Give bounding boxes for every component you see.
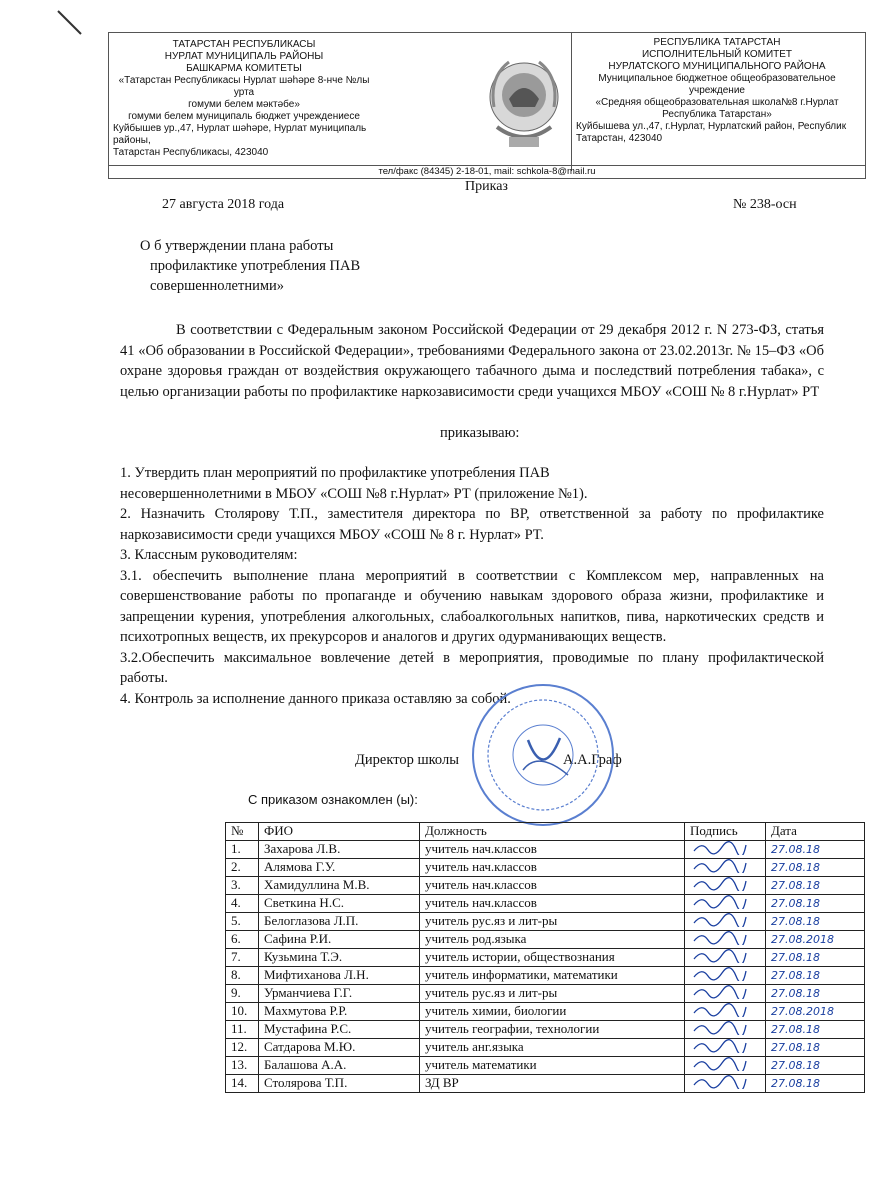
cell-fio: Урманчиева Г.Г. — [259, 984, 420, 1002]
cell-num: 14. — [226, 1074, 259, 1092]
cell-date: 27.08.18 — [766, 858, 865, 876]
col-position: Должность — [420, 823, 685, 841]
handwritten-signature — [690, 967, 750, 981]
lh-right-line2: ИСПОЛНИТЕЛЬНЫЙ КОМИТЕТ — [641, 49, 793, 60]
lh-right-line1: РЕСПУБЛИКА ТАТАРСТАН — [653, 37, 781, 48]
cell-fio: Махмутова Р.Р. — [259, 1002, 420, 1020]
lh-right-line5: учреждение — [689, 85, 745, 96]
cell-signature — [685, 1038, 766, 1056]
cell-num: 2. — [226, 858, 259, 876]
cell-date: 27.08.18 — [766, 1074, 865, 1092]
cell-date: 27.08.18 — [766, 1020, 865, 1038]
handwritten-signature — [690, 1075, 750, 1089]
cell-signature — [685, 966, 766, 984]
subject-line3: совершеннолетними» — [150, 278, 285, 294]
cell-position: учитель нач.классов — [420, 876, 685, 894]
table-row — [226, 966, 865, 984]
cell-fio: Алямова Г.У. — [259, 858, 420, 876]
cell-num: 9. — [226, 984, 259, 1002]
preamble — [120, 320, 824, 402]
cell-date: 27.08.18 — [766, 948, 865, 966]
cell-num: 10. — [226, 1002, 259, 1020]
cell-num: 3. — [226, 876, 259, 894]
item-1b: несовершеннолетними в МБОУ «СОШ №8 г.Нурлат» РТ (приложение №1). — [120, 485, 588, 502]
cell-position: ЗД ВР — [420, 1074, 685, 1092]
cell-position: учитель истории, обществознания — [420, 948, 685, 966]
lh-left-line2: НУРЛАТ МУНИЦИПАЛЬ РАЙОНЫ — [164, 51, 324, 62]
handwritten-signature — [690, 877, 750, 891]
school-stamp — [468, 680, 618, 830]
cell-fio: Хамидуллина М.В. — [259, 876, 420, 894]
cell-date: 27.08.18 — [766, 1038, 865, 1056]
lh-right-line6: «Средняя общеобразовательная школа№8 г.Нурлат — [595, 97, 839, 108]
letterhead-tatar — [109, 33, 379, 173]
table-header-row — [226, 823, 865, 841]
acquaintance-table — [225, 822, 865, 1093]
lh-right-line9: Татарстан, 423040 — [576, 133, 663, 144]
table-row — [226, 912, 865, 930]
lh-left-line7: Куйбышев ур.,47, Нурлат шәһәре, Нурлат муниципаль районы, — [113, 123, 367, 146]
table-row — [226, 1020, 865, 1038]
emblem-icon — [479, 37, 569, 162]
preamble-text: В соответствии с Федеральным законом Российской Федерации от 29 декабря 2012 г. N 273-ФЗ, статья 41 «Об образовании в Российской Федерации», требованиями Федерального закона от 23.02.2013г. № 15–ФЗ «Об охране здоровья граждан от воздействия окружающего табачного дыма и последствий потребления табака», с целью организации работы по профилактике наркозависимости среди учащихся МБОУ «СОШ № 8 г.Нурлат» РТ — [120, 322, 824, 400]
lh-right-line3: НУРЛАТСКОГО МУНИЦИПАЛЬНОГО РАЙОНА — [608, 61, 826, 72]
col-num: № — [226, 823, 259, 841]
cell-num: 8. — [226, 966, 259, 984]
table-row — [226, 858, 865, 876]
cell-fio: Светкина Н.С. — [259, 894, 420, 912]
item-1a: 1. Утвердить план мероприятий по профилактике употребления ПАВ — [120, 465, 550, 481]
order-number: № 238-осн — [733, 197, 797, 212]
cell-position: учитель химии, биологии — [420, 1002, 685, 1020]
cell-signature — [685, 1002, 766, 1020]
item-4: 4. Контроль за исполнение данного приказа оставляю за собой. — [120, 690, 511, 707]
cell-position: учитель анг.языка — [420, 1038, 685, 1056]
order-items — [120, 463, 824, 709]
cell-position: учитель рус.яз и лит-ры — [420, 912, 685, 930]
lh-left-line5: гомуми белем мәктәбе» — [188, 99, 300, 110]
col-date: Дата — [766, 823, 865, 841]
cell-date: 27.08.18 — [766, 876, 865, 894]
cell-num: 6. — [226, 930, 259, 948]
cell-signature — [685, 930, 766, 948]
cell-num: 4. — [226, 894, 259, 912]
handwritten-signature — [690, 1057, 750, 1071]
table-row — [226, 984, 865, 1002]
cell-fio: Сатдарова М.Ю. — [259, 1038, 420, 1056]
handwritten-signature — [690, 895, 750, 909]
table-row — [226, 876, 865, 894]
table-row — [226, 948, 865, 966]
cell-signature — [685, 948, 766, 966]
cell-signature — [685, 912, 766, 930]
table-row — [226, 1074, 865, 1092]
cell-fio: Мифтиханова Л.Н. — [259, 966, 420, 984]
item-2: 2. Назначить Столярову Т.П., заместителя директора по ВР, ответственной за работу по профилактике наркозависимости среди учащихся МБОУ «СОШ № 8 г. Нурлат» РТ. — [120, 506, 824, 543]
handwritten-signature — [690, 985, 750, 999]
table-row — [226, 1038, 865, 1056]
cell-position: учитель нач.классов — [420, 894, 685, 912]
cell-date: 27.08.18 — [766, 1056, 865, 1074]
cell-signature — [685, 1020, 766, 1038]
cell-fio: Столярова Т.П. — [259, 1074, 420, 1092]
col-fio: ФИО — [259, 823, 420, 841]
table-row — [226, 894, 865, 912]
cell-date: 27.08.18 — [766, 912, 865, 930]
item-3-1: 3.1. обеспечить выполнение плана мероприятий в соответствии с Комплексом мер, направленных на совершенствование работы по пропаганде и обучению навыкам здорового образа жизни, профилактике и запрещении курения, употребления алкогольных, слабоалкогольных напитков, пива, наркотических средств и психотропных веществ, их прекурсоров и аналогов и других одурманивающих веществ. — [120, 567, 824, 645]
cell-fio: Сафина Р.И. — [259, 930, 420, 948]
cell-fio: Балашова А.А. — [259, 1056, 420, 1074]
handwritten-signature — [690, 841, 750, 855]
letterhead — [108, 32, 866, 179]
cell-fio: Белоглазова Л.П. — [259, 912, 420, 930]
handwritten-signature — [690, 859, 750, 873]
doc-type: Приказ — [465, 179, 508, 194]
lh-right-line4: Муниципальное бюджетное общеобразовательное — [598, 73, 836, 84]
order-subject — [140, 236, 360, 296]
cell-date: 27.08.18 — [766, 984, 865, 1002]
lh-left-line8: Татарстан Республикасы, 423040 — [113, 147, 269, 158]
handwritten-signature — [690, 913, 750, 927]
cell-num: 7. — [226, 948, 259, 966]
table-row — [226, 1056, 865, 1074]
subject-line1: О б утверждении плана работы — [140, 238, 334, 254]
cell-position: учитель рус.яз и лит-ры — [420, 984, 685, 1002]
handwritten-signature — [690, 1021, 750, 1035]
table-row — [226, 930, 865, 948]
cell-date: 27.08.2018 — [766, 930, 865, 948]
cell-position: учитель математики — [420, 1056, 685, 1074]
handwritten-signature — [690, 1003, 750, 1017]
acquaint-label: С приказом ознакомлен (ы): — [248, 792, 418, 807]
order-word: приказываю: — [440, 425, 520, 441]
cell-date: 27.08.2018 — [766, 1002, 865, 1020]
cell-signature — [685, 894, 766, 912]
cell-num: 5. — [226, 912, 259, 930]
lh-right-line8: Куйбышева ул.,47, г.Нурлат, Нурлатский район, Республик — [576, 121, 847, 132]
lh-left-line1: ТАТАРСТАН РЕСПУБЛИКАСЫ — [172, 39, 316, 50]
item-3: 3. Классным руководителям: — [120, 547, 298, 563]
cell-signature — [685, 1074, 766, 1092]
cell-fio: Захарова Л.В. — [259, 840, 420, 858]
lh-left-line3: БАШКАРМА КОМИТЕТЫ — [186, 63, 302, 74]
cell-num: 11. — [226, 1020, 259, 1038]
cell-position: учитель нач.классов — [420, 858, 685, 876]
cell-date: 27.08.18 — [766, 894, 865, 912]
cell-position: учитель нач.классов — [420, 840, 685, 858]
cell-num: 13. — [226, 1056, 259, 1074]
cell-signature — [685, 858, 766, 876]
subject-line2: профилактике употребления ПАВ — [150, 258, 361, 274]
cell-fio: Кузьмина Т.Э. — [259, 948, 420, 966]
order-date: 27 августа 2018 года — [162, 197, 285, 212]
cell-position: учитель географии, технологии — [420, 1020, 685, 1038]
signature-name: А.А.Граф — [563, 752, 622, 768]
signature-role: Директор школы — [355, 752, 459, 768]
scan-mark — [55, 8, 85, 38]
cell-signature — [685, 1056, 766, 1074]
cell-position: учитель информатики, математики — [420, 966, 685, 984]
cell-position: учитель род.языка — [420, 930, 685, 948]
lh-right-line7: Республика Татарстан» — [662, 109, 772, 120]
table-row — [226, 840, 865, 858]
lh-left-line4: «Татарстан Республикасы Нурлат шәһәре 8-нче №лы урта — [118, 75, 370, 98]
handwritten-signature — [690, 949, 750, 963]
cell-fio: Мустафина Р.С. — [259, 1020, 420, 1038]
cell-date: 27.08.18 — [766, 840, 865, 858]
cell-signature — [685, 984, 766, 1002]
letterhead-russian — [571, 33, 862, 171]
col-signature: Подпись — [685, 823, 766, 841]
handwritten-signature — [690, 931, 750, 945]
lh-left-line6: гомуми белем муниципаль бюджет учреждениесе — [128, 111, 360, 122]
table-row — [226, 1002, 865, 1020]
cell-num: 1. — [226, 840, 259, 858]
item-3-2: 3.2.Обеспечить максимальное вовлечение детей в мероприятия, проводимые по плану профилактической работы. — [120, 649, 824, 686]
cell-num: 12. — [226, 1038, 259, 1056]
cell-date: 27.08.18 — [766, 966, 865, 984]
handwritten-signature — [690, 1039, 750, 1053]
cell-signature — [685, 840, 766, 858]
cell-signature — [685, 876, 766, 894]
contact-line: тел/факс (84345) 2-18-01, mail: schkola-8@mail.ru — [109, 165, 865, 178]
